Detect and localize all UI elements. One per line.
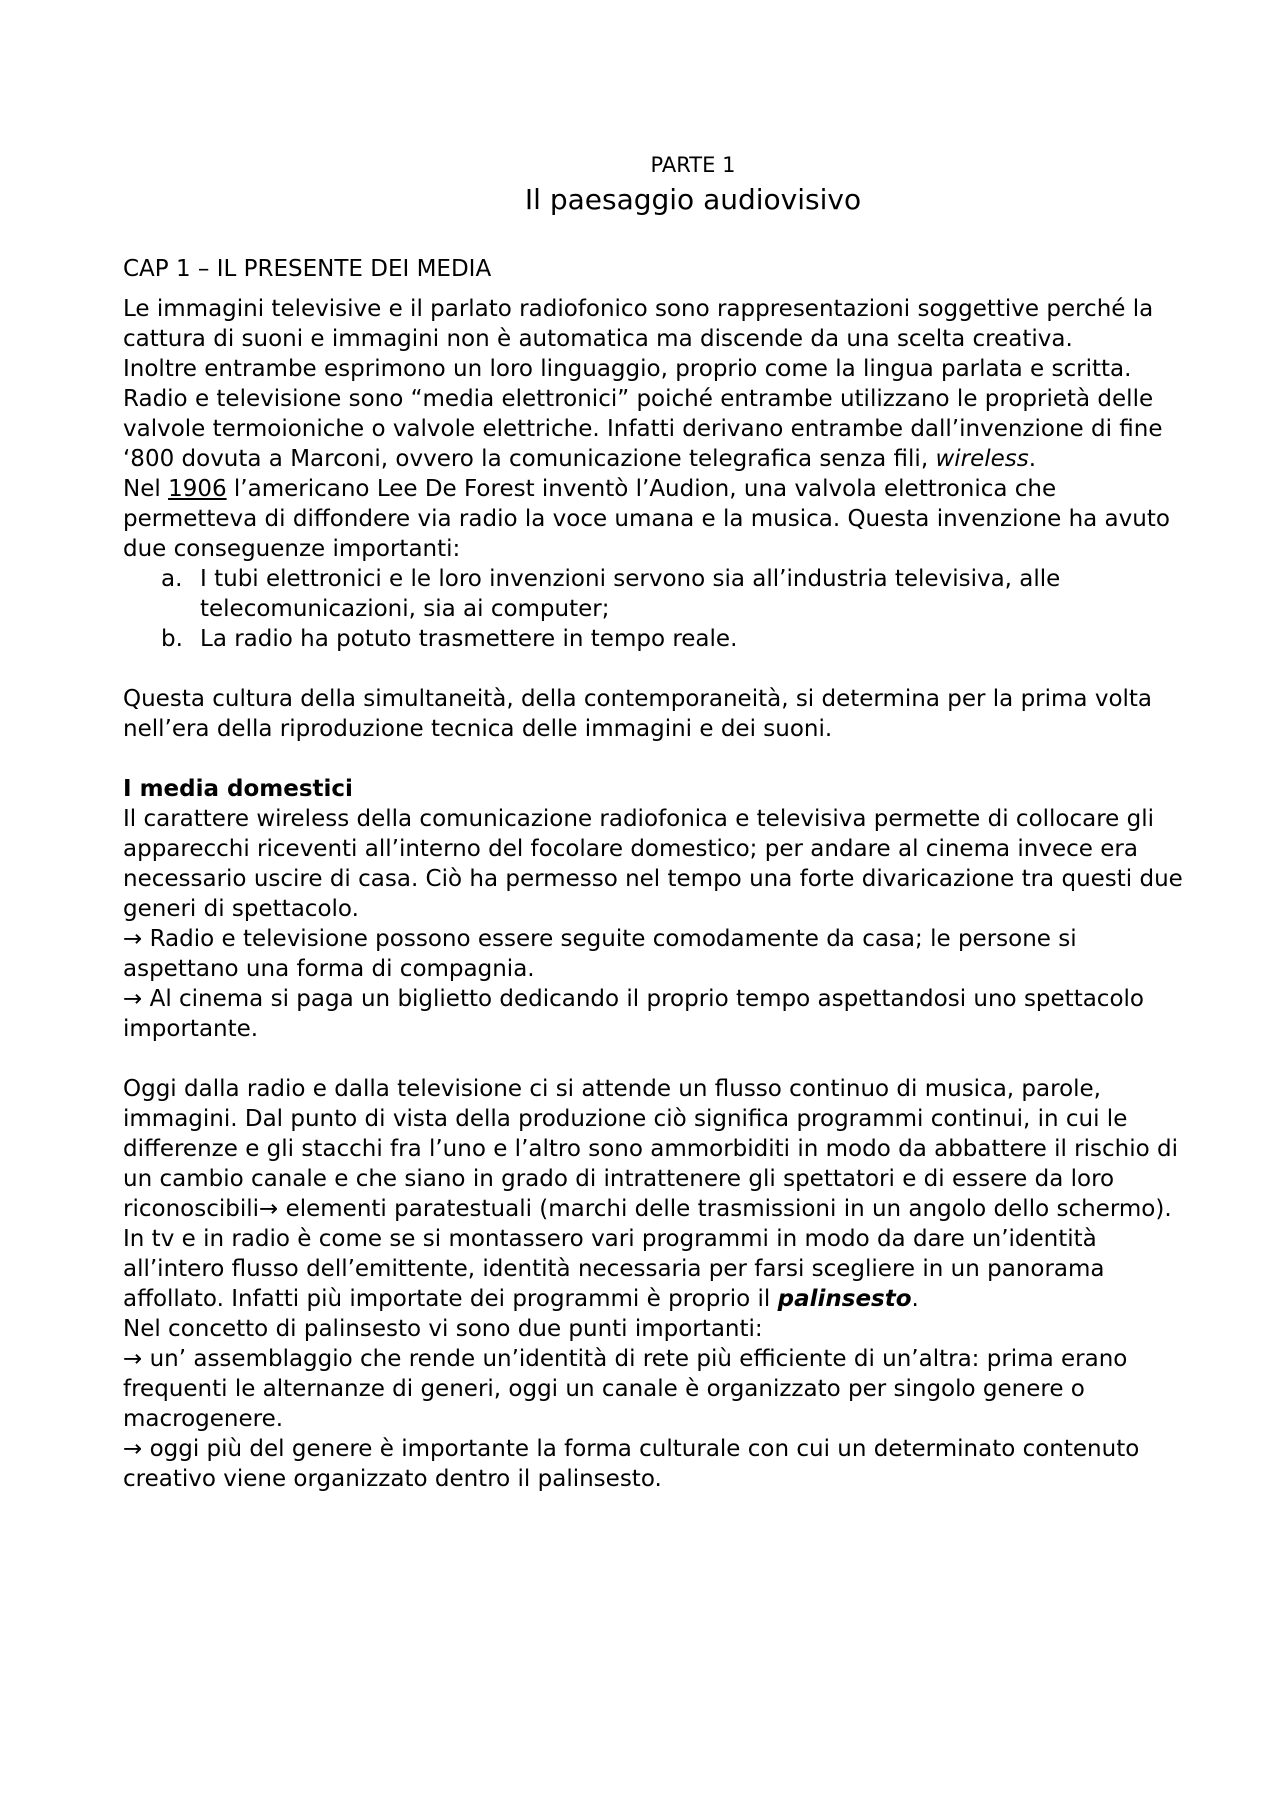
document-page xyxy=(123,150,1183,1494)
paragraph-1: Le immagini televisive e il parlato radiofonico sono rappresentazioni soggettive perché la cattura di suoni e immagini non è automatica ma discende da una scelta creativa. xyxy=(123,296,1154,352)
section-paragraph-8: → oggi più del genere è importante la forma culturale con cui un determinato contenuto creativo viene organizzato dentro il palinsesto. xyxy=(123,1436,1140,1492)
section-paragraph-7: → un’ assemblaggio che rende un’identità di rete più efficiente di un’altra: prima erano frequenti le alternanze di generi, oggi un canale è organizzato per singolo genere o macrogenere. xyxy=(123,1346,1128,1432)
list-item-text: La radio ha potuto trasmettere in tempo reale. xyxy=(200,626,738,652)
year-underlined: 1906 xyxy=(168,476,227,502)
list-marker: b. xyxy=(161,626,183,652)
paragraph-4-start: Nel xyxy=(123,476,169,502)
paragraph-2: Inoltre entrambe esprimono un loro linguaggio, proprio come la lingua parlata e scritta. xyxy=(123,356,1132,382)
section-paragraph-5-end: . xyxy=(911,1286,919,1312)
list-item-text: I tubi elettronici e le loro invenzioni servono sia all’industria televisiva, alle telecomunicazioni, sia ai computer; xyxy=(200,566,1061,622)
paragraph-5: Questa cultura della simultaneità, della contemporaneità, si determina per la prima volta nell’era della riproduzione tecnica delle immagini e dei suoni. xyxy=(123,686,1153,742)
section-paragraph-2: → Radio e televisione possono essere seguite comodamente da casa; le persone si aspettano una forma di compagnia. xyxy=(123,926,1077,982)
section-paragraph-4: Oggi dalla radio e dalla televisione ci si attende un flusso continuo di musica, parole, immagini. Dal punto di vista della produzione ciò significa programmi continui, in cui le differenze e gli stacchi fra l’uno e l’altro sono ammorbiditi in modo da abbattere il rischio di un cambio canale e che siano in grado di intrattenere gli spettatori e di essere da loro riconoscibili→ elementi paratestuali (marchi delle trasmissioni in un angolo dello schermo). xyxy=(123,1076,1178,1222)
section-heading: I media domestici xyxy=(123,776,353,802)
spacer xyxy=(123,744,1183,774)
palinsesto-bold-italic: palinsesto xyxy=(777,1286,912,1312)
spacer xyxy=(123,654,1183,684)
spacer xyxy=(123,1044,1183,1074)
consequences-list xyxy=(123,564,1183,654)
section-paragraph-5-text: In tv e in radio è come se si montassero vari programmi in modo da dare un’identità all’intero flusso dell’emittente, identità necessaria per farsi scegliere in un panorama affollato. Infatti più importate dei programmi è proprio il xyxy=(123,1226,1105,1312)
paragraph-3-text: Radio e televisione sono “media elettronici” poiché entrambe utilizzano le proprietà delle valvole termoioniche o valvole elettriche. Infatti derivano entrambe dall’invenzione di fine ‘800 dovuta a Marconi, ovvero la comunicazione telegrafica senza fili, xyxy=(123,386,1163,472)
list-item xyxy=(161,564,1183,624)
wireless-italic: wireless xyxy=(935,446,1029,472)
page-title: Il paesaggio audiovisivo xyxy=(524,183,862,216)
paragraph-3-end: . xyxy=(1028,446,1037,472)
chapter-heading: CAP 1 – IL PRESENTE DEI MEDIA xyxy=(123,256,492,282)
section-paragraph-1: Il carattere wireless della comunicazione radiofonica e televisiva permette di collocare gli apparecchi riceventi all’interno del focolare domestico; per andare al cinema invece era necessario uscire di casa. Ciò ha permesso nel tempo una forte divaricazione tra questi due generi di spettacolo. xyxy=(123,806,1183,922)
list-marker: a. xyxy=(161,566,183,592)
document-header xyxy=(203,150,1183,220)
section-paragraph-3: → Al cinema si paga un biglietto dedicando il proprio tempo aspettandosi uno spettacolo importante. xyxy=(123,986,1144,1042)
section-paragraph-5 xyxy=(123,1224,1183,1314)
paragraph-4-rest: l’americano Lee De Forest inventò l’Audion, una valvola elettronica che permetteva di diffondere via radio la voce umana e la musica. Questa invenzione ha avuto due conseguenze importanti: xyxy=(123,476,1170,562)
section-paragraph-6: Nel concetto di palinsesto vi sono due punti importanti: xyxy=(123,1316,763,1342)
part-label: PARTE 1 xyxy=(650,153,736,177)
paragraph-4 xyxy=(123,474,1183,564)
list-item xyxy=(161,624,1183,654)
paragraph-3 xyxy=(123,384,1183,474)
